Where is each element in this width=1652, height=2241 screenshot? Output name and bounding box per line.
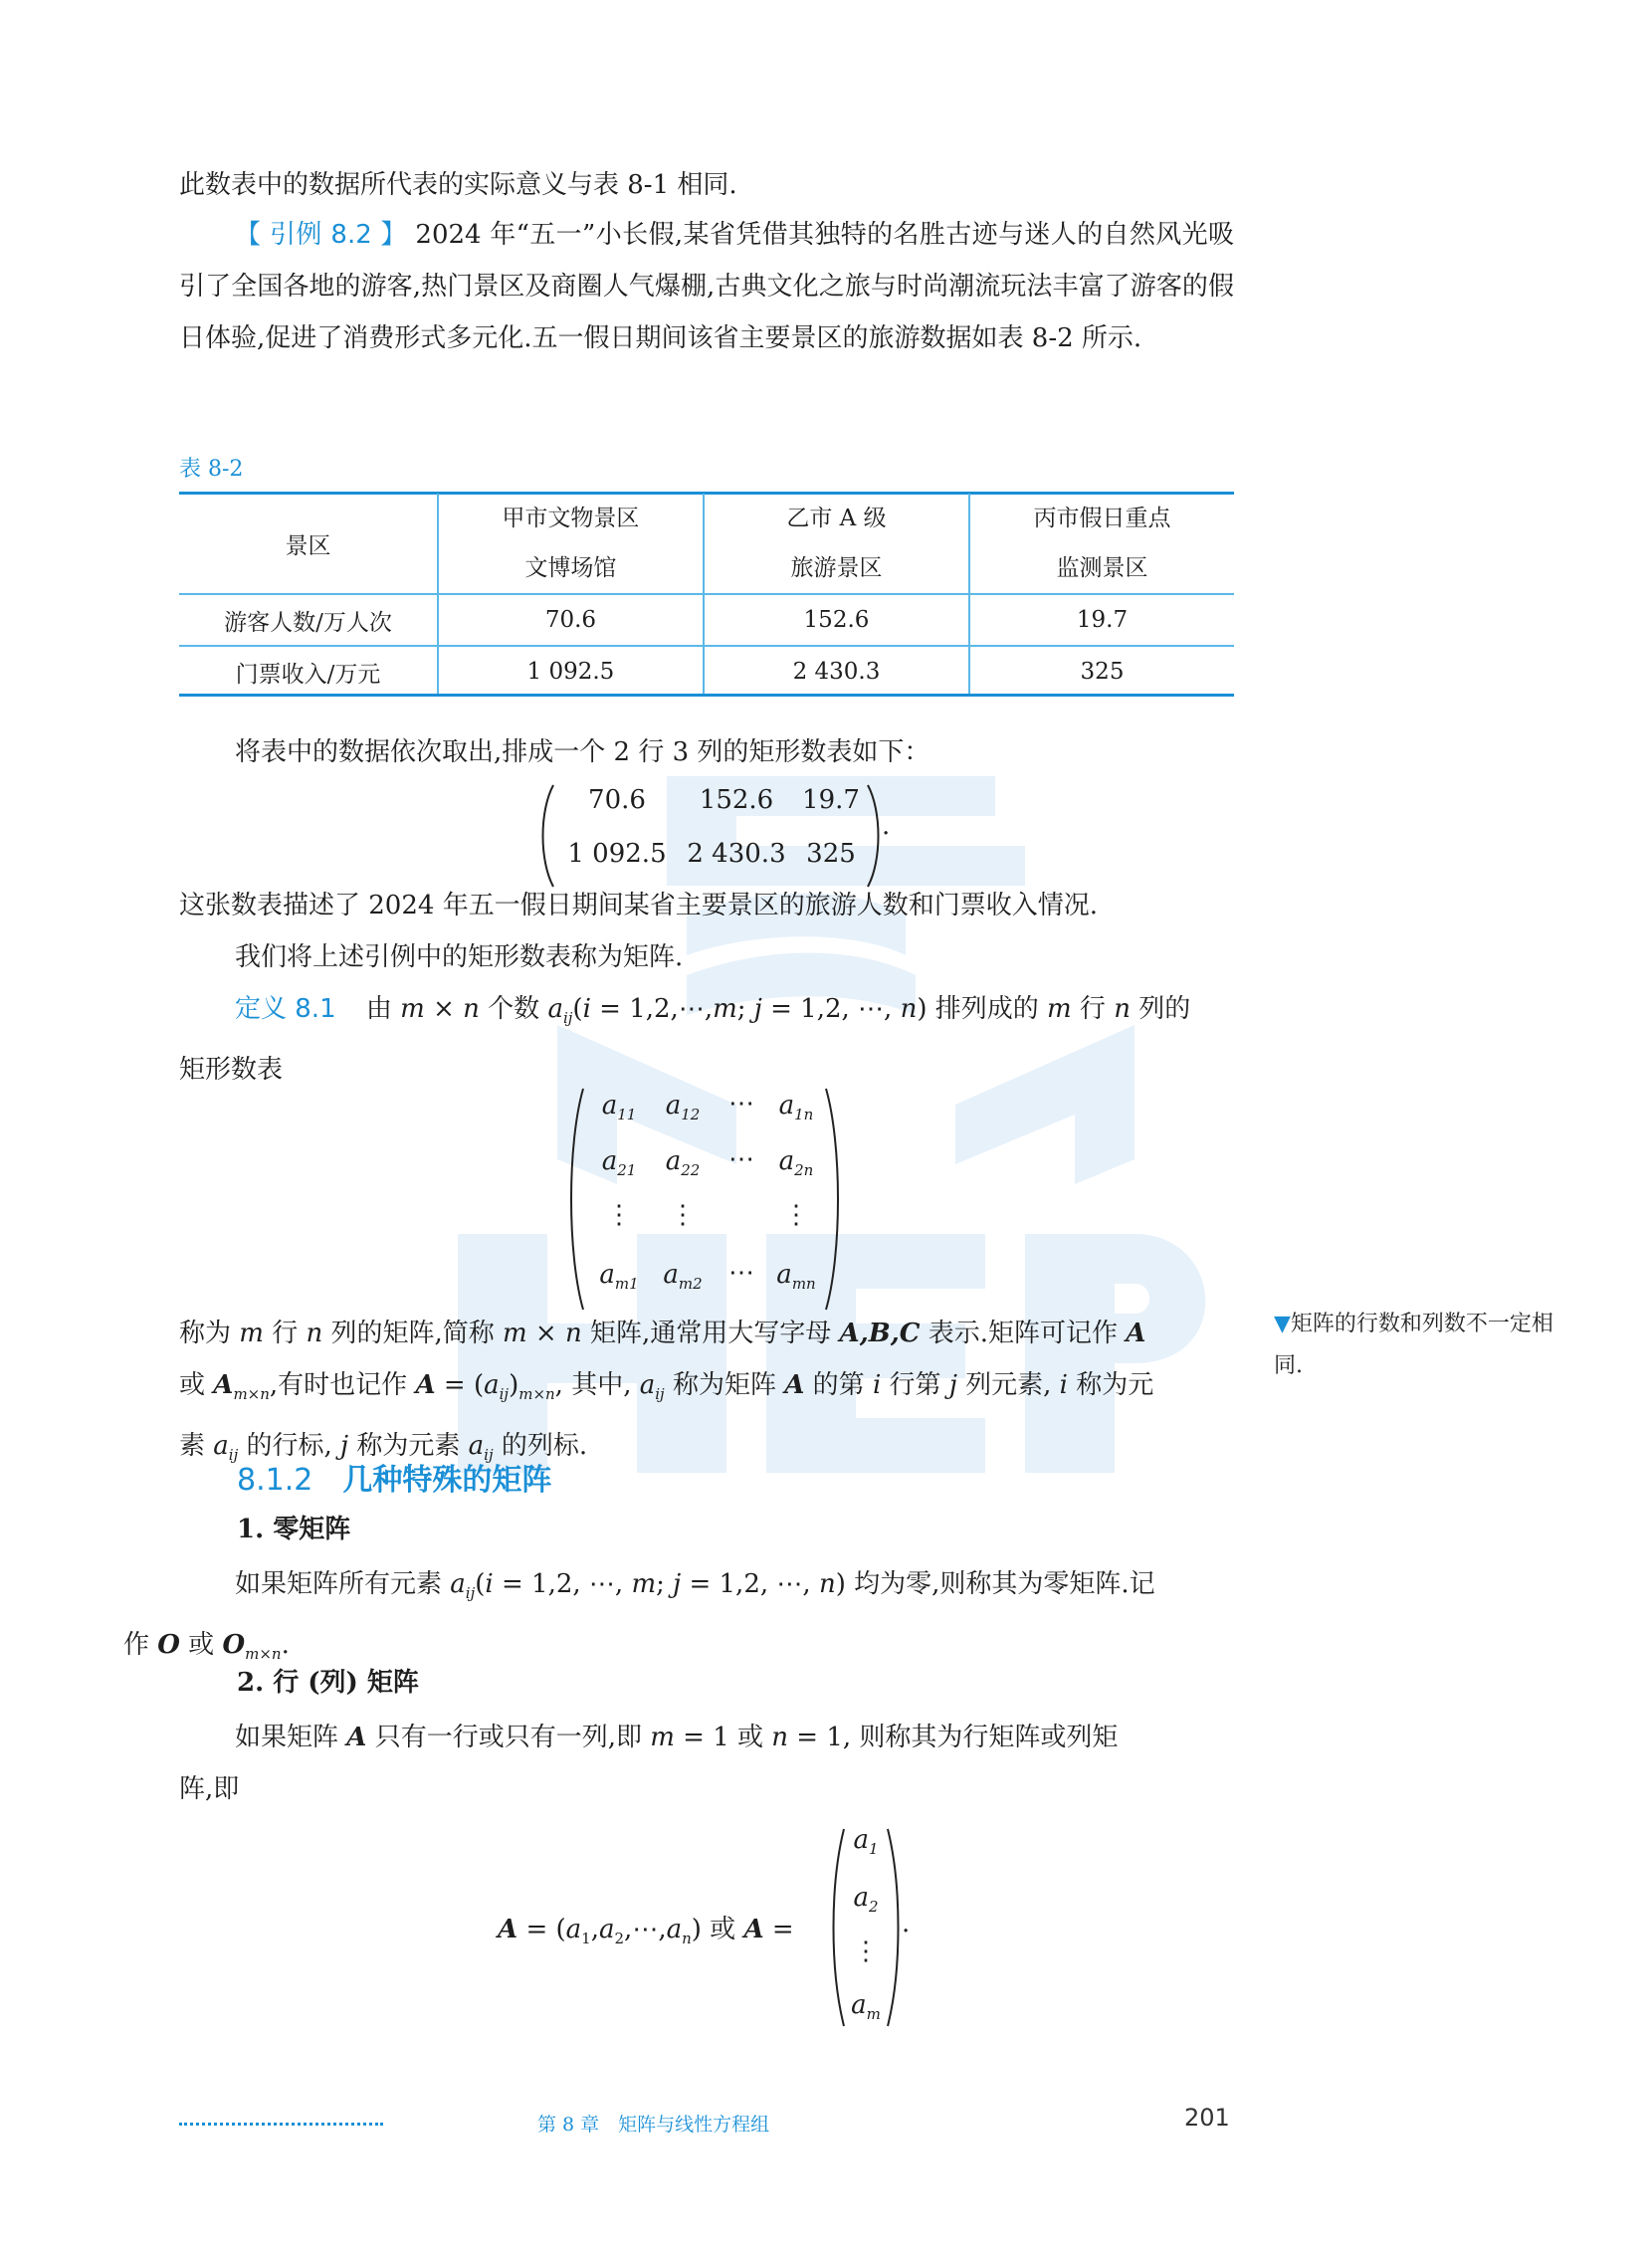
matrix-cell: $a_{12}$ (665, 1091, 701, 1124)
row-label: 游客人数/万人次 (179, 594, 438, 646)
table-bottom-rule (179, 694, 1234, 697)
matrix-cell: $a_{22}$ (665, 1146, 701, 1180)
matrix-period: . (882, 811, 891, 841)
matrix-cell: $a_{11}$ (601, 1091, 637, 1124)
column-matrix-cell: $a_2$ (853, 1883, 879, 1917)
table-corner: 景区 (179, 494, 438, 594)
table-cell: 152.6 (704, 594, 969, 646)
table-col-header: 甲市文物景区 文博场馆 (438, 494, 704, 594)
row-column-matrix-paragraph: 如果矩阵 A 只有一行或只有一列,即 m = 1 或 n = 1, 则称其为行矩阵或列矩 (235, 1723, 1119, 1752)
triangle-marker-icon: ▼ (1274, 1312, 1291, 1336)
tourism-table (179, 494, 1234, 697)
matrix-cell: ⋯ (728, 1089, 754, 1119)
side-note: ▼矩阵的行数和列数不一定相同. (1274, 1312, 1553, 1378)
intro-line: 此数表中的数据所代表的实际意义与表 8-1 相同. (179, 170, 737, 200)
table-row (179, 646, 1234, 697)
matrix-cell: $a_{21}$ (601, 1146, 637, 1180)
right-paren (822, 1085, 842, 1314)
row-column-matrix-heading: 2. 行 (列) 矩阵 (237, 1668, 419, 1698)
row-matrix-expression: $A = (a_1,a_2,\cdots,a_n)$ 或 A = (498, 1915, 794, 1948)
row-column-matrix-line2: 阵,即 (179, 1774, 240, 1804)
matrix-cell: $a_{m2}$ (663, 1260, 703, 1294)
column-matrix-cell: ⋮ (853, 1936, 879, 1966)
matrix-cell: 19.7 (802, 785, 860, 815)
right-paren (884, 1825, 902, 2030)
matrix-cell: $a_{mn}$ (776, 1260, 816, 1294)
definition-tag: 定义 8.1 (235, 994, 336, 1024)
table-caption: 表 8-2 (179, 457, 244, 482)
table-cell: 2 430.3 (704, 646, 969, 697)
table-col-header: 乙市 A 级 旅游景区 (704, 494, 969, 594)
footer-dotted-rule (179, 2123, 383, 2126)
table-cell: 1 092.5 (438, 646, 704, 697)
matrix-cell: ⋯ (728, 1144, 754, 1174)
matrix-cell: 152.6 (699, 785, 774, 815)
data-matrix (537, 781, 891, 891)
matrix-cell: ⋮ (670, 1200, 696, 1230)
table-cell: 325 (969, 646, 1234, 697)
extract-line: 将表中的数据依次取出,排成一个 2 行 3 列的矩形数表如下： (235, 737, 930, 767)
matrix-cell: 2 430.3 (687, 839, 786, 869)
matrix-cell: $a_{2n}$ (778, 1146, 814, 1180)
chapter-footer: 第 8 章 矩阵与线性方程组 (537, 2114, 770, 2136)
table-col-header: 丙市假日重点 监测景区 (969, 494, 1234, 594)
definition-paragraph: 定义 8.1 由 m × n 个数 $a_{ij}(i$ = 1,2,⋯,m; j = 1,2, ⋯, n) 排列成的 m 行 n 列的 矩形数表 (179, 994, 1191, 1086)
matrix-cell: 1 092.5 (567, 839, 667, 869)
formula-period: . (902, 1909, 911, 1938)
zero-matrix-paragraph: 如果矩阵所有元素 $a_{ij}(i = 1,2$, ⋯, m; j = 1,2, ⋯, n) 均为零,则称其为零矩阵.记 作 O 或 $O_{m\times n}$. (123, 1569, 1155, 1664)
matrix-cell: ⋮ (606, 1200, 632, 1230)
column-matrix-cell: $a_m$ (851, 1990, 881, 2024)
left-paren (537, 781, 557, 891)
table-cell: 70.6 (438, 594, 704, 646)
matrix-naming-paragraph: 称为 m 行 n 列的矩阵,简称 m × n 矩阵,通常用大写字母 A,B,C 表示.矩阵可记作 A 或 $A_{m\times n}$,有时也记作 $A = (a_{ij})_{m\times n}$, 其中, $a_{ij}$ 称为矩阵 A 的第 i 行第 j 列元素, i 称为元 素 $a_{ij}$ 的行标, j 称为元素 $a_{ij}$ 的列标. (179, 1319, 1154, 1465)
row-column-formula (498, 1823, 916, 2032)
matrix-cell: 325 (806, 839, 856, 869)
matrix-cell: $a_{1n}$ (778, 1091, 814, 1124)
example-tag: 【 引例 8.2 】 (235, 220, 407, 250)
row-label: 门票收入/万元 (235, 661, 381, 688)
page-number: 201 (1184, 2104, 1230, 2132)
example-text: 2024 年“五一”小长假,某省凭借其独特的名胜古迹与迷人的自然风光吸引了全国各地的游客,热门景区及商圈人气爆棚,古典文化之旅与时尚潮流玩法丰富了游客的假日体验,促进了消费形式多元化.五一假日期间该省主要景区的旅游数据如表 8-2 所示. (179, 220, 1234, 353)
matrix-cell: ⋮ (783, 1200, 809, 1230)
general-matrix (567, 1085, 836, 1314)
column-matrix-cell: $a_1$ (853, 1825, 879, 1859)
matrix-cell: ⋯ (728, 1258, 754, 1288)
table-row (179, 594, 1234, 646)
matrix-cell: $a_{m1}$ (599, 1260, 639, 1294)
call-line: 我们将上述引例中的矩形数表称为矩阵. (235, 942, 684, 972)
table-cell: 19.7 (969, 594, 1234, 646)
example-paragraph (179, 209, 1234, 364)
matrix-cell: 70.6 (588, 785, 646, 815)
right-paren (864, 781, 884, 891)
section-heading: 8.1.2 几种特殊的矩阵 (237, 1463, 552, 1498)
zero-matrix-heading: 1. 零矩阵 (237, 1515, 351, 1544)
describe-line: 这张数表描述了 2024 年五一假日期间某省主要景区的旅游人数和门票收入情况. (179, 891, 1098, 920)
left-paren (567, 1085, 587, 1314)
